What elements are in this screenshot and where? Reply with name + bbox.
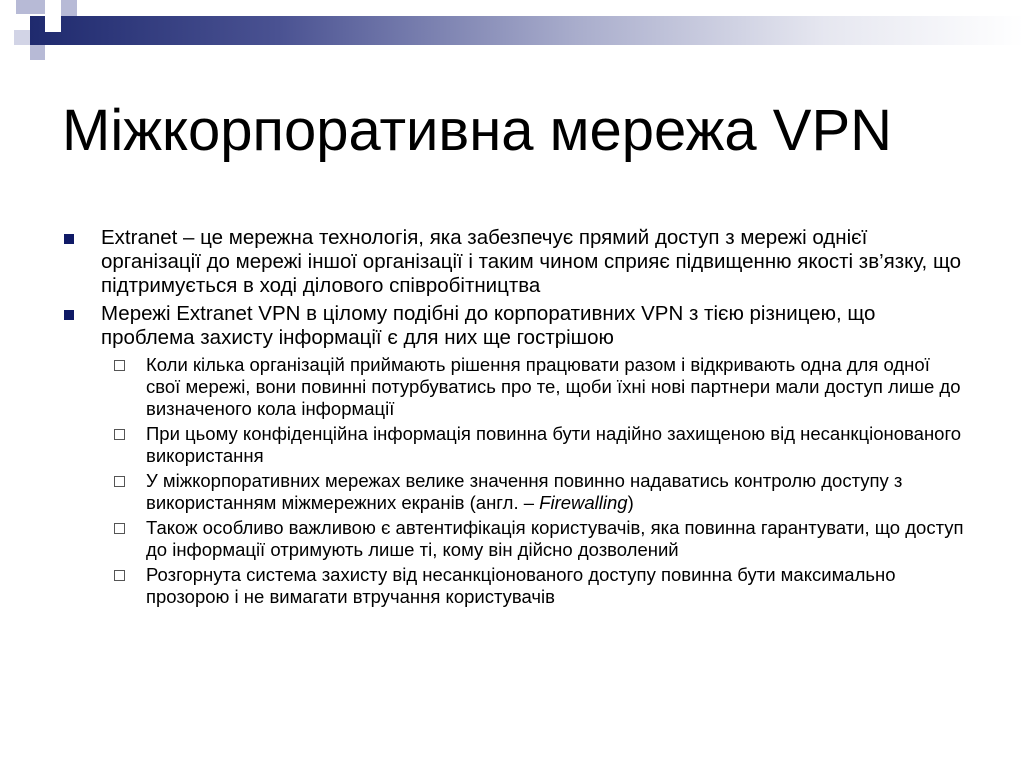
hollow-square-bullet-icon xyxy=(114,476,125,487)
sub-bullet-text: Коли кілька організацій приймають рішення працювати разом і відкривають одна для одної свої мережі, вони повинні потурбуватись про те, щоби їхні нові партнери мали доступ лише до визначеного кола інформації xyxy=(146,354,961,419)
slide-content xyxy=(60,226,965,611)
sub-bullet-text: Розгорнута система захисту від несанкціонованого доступу повинна бути максимально прозорою і не вимагати втручання користувачів xyxy=(146,564,896,607)
square-bullet-icon xyxy=(64,310,74,320)
header-gradient-bar xyxy=(30,16,1024,45)
bullet-item xyxy=(60,302,965,350)
sub-bullet-item xyxy=(114,470,965,514)
sub-bullet-text: Також особливо важливою є автентифікація користувачів, яка повинна гарантувати, що доступ до інформації отримують лише ті, кому він дійсно дозволений xyxy=(146,517,964,560)
decor-square xyxy=(14,30,30,45)
sub-bullet-item xyxy=(114,564,965,608)
sub-bullet-text-tail: ) xyxy=(627,492,634,513)
hollow-square-bullet-icon xyxy=(114,429,125,440)
decor-square xyxy=(30,45,45,60)
sub-bullet-item xyxy=(114,423,965,467)
sub-bullet-text: У міжкорпоративних мережах велике значення повинно надаватись контролю доступу з використанням міжмережних екранів (англ. – xyxy=(146,470,903,513)
bullet-text: Мережі Extranet VPN в цілому подібні до корпоративних VPN з тією різницею, що проблема захисту інформації є для них ще гострішою xyxy=(101,302,876,349)
sub-bullet-item xyxy=(114,354,965,420)
decor-square xyxy=(45,45,61,60)
decor-square xyxy=(16,0,45,14)
decor-square xyxy=(61,0,77,16)
sub-bullet-item xyxy=(114,517,965,561)
decor-square xyxy=(45,16,61,32)
decor-square xyxy=(45,0,61,14)
sub-bullet-italic-term: Firewalling xyxy=(539,492,628,513)
bullet-text: Extranet – це мережна технологія, яка забезпечує прямий доступ з мережі однієї організації до мережі іншої організації і таким чином сприяє підвищенню якості зв’язку, що підтримується в ході ділового співробітництва xyxy=(101,226,961,297)
square-bullet-icon xyxy=(64,234,74,244)
sub-bullet-text: При цьому конфіденційна інформація повинна бути надійно захищеною від несанкціонованого використання xyxy=(146,423,962,466)
sub-bullet-list xyxy=(114,354,965,608)
bullet-item xyxy=(60,226,965,298)
decor-square xyxy=(0,45,14,60)
hollow-square-bullet-icon xyxy=(114,523,125,534)
hollow-square-bullet-icon xyxy=(114,360,125,371)
hollow-square-bullet-icon xyxy=(114,570,125,581)
slide-title: Міжкорпоративна мережа VPN xyxy=(62,98,893,163)
